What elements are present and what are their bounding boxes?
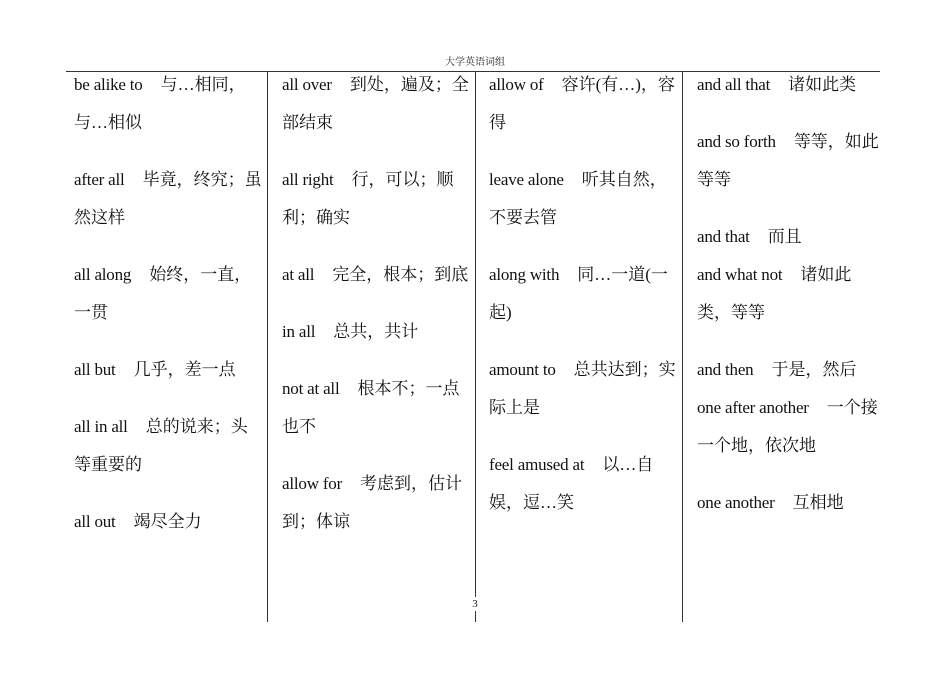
- vocab-term: in all: [282, 322, 316, 341]
- vocab-term: and what not: [697, 265, 783, 284]
- vocab-term: and that: [697, 227, 750, 246]
- vocab-term: and so forth: [697, 132, 776, 151]
- vocab-term: one another: [697, 493, 775, 512]
- vocab-entry: [282, 313, 470, 351]
- vocab-meaning: 与…相同，与…相似: [74, 75, 246, 132]
- page-header: 大学英语词组: [445, 57, 505, 68]
- vocab-entry: [282, 465, 470, 541]
- vocab-meaning: 总共，共计: [333, 322, 419, 341]
- vocab-entry: [74, 351, 262, 389]
- vocab-meaning: 考虑到，估计到；体谅: [282, 474, 463, 531]
- vocab-meaning: 根本不；一点也不: [282, 379, 460, 436]
- vocab-entry: [282, 370, 470, 446]
- vocab-entry: [489, 446, 677, 522]
- vocab-meaning: 毕竟，终究；虽然这样: [74, 170, 262, 227]
- vocab-entry: [74, 66, 262, 142]
- vocab-entry: [697, 351, 885, 389]
- vocab-meaning: 而且: [767, 227, 802, 246]
- vocab-meaning: 听其自然，不要去管: [489, 170, 667, 227]
- vocab-meaning: 诸如此类: [788, 75, 857, 94]
- vocab-entry: [697, 218, 885, 256]
- vocab-meaning: 以…自娱，逗…笑: [489, 455, 654, 512]
- column-divider-1: [267, 72, 268, 622]
- vocab-entry: [697, 484, 885, 522]
- vocab-term: after all: [74, 170, 125, 189]
- vocab-meaning: 容许(有…)，容得: [489, 75, 675, 132]
- vocab-entry: [489, 351, 677, 427]
- vocab-entry: [489, 66, 677, 142]
- vocab-term: all out: [74, 512, 116, 531]
- vocab-column-3: [489, 66, 677, 541]
- page-number: 3: [472, 598, 478, 610]
- vocab-term: and all that: [697, 75, 771, 94]
- vocab-meaning: 完全，根本；到底: [332, 265, 469, 284]
- vocab-term: at all: [282, 265, 315, 284]
- vocab-term: all over: [282, 75, 332, 94]
- vocab-term: all but: [74, 360, 116, 379]
- vocab-meaning: 同…一道(一起): [489, 265, 668, 322]
- vocab-term: all right: [282, 170, 334, 189]
- vocab-term: feel amused at: [489, 455, 585, 474]
- vocab-meaning: 诸如此类，等等: [697, 265, 852, 322]
- vocab-meaning: 等等，如此等等: [697, 132, 879, 189]
- vocab-entry: [697, 389, 885, 465]
- vocab-term: and then: [697, 360, 754, 379]
- column-divider-2-tail: [475, 611, 476, 622]
- vocab-meaning: 到处，遍及；全部结束: [282, 75, 469, 132]
- vocab-entry: [489, 161, 677, 237]
- vocab-term: one after another: [697, 398, 809, 417]
- vocab-meaning: 几乎，差一点: [133, 360, 236, 379]
- vocab-column-2: [282, 66, 470, 560]
- vocab-meaning: 总的说来；头等重要的: [74, 417, 248, 474]
- vocab-meaning: 行，可以；顺利；确实: [282, 170, 454, 227]
- vocab-entry: [74, 256, 262, 332]
- vocab-entry: [74, 161, 262, 237]
- vocab-meaning: 始终，一直，一贯: [74, 265, 252, 322]
- vocab-meaning: 总共达到；实际上是: [489, 360, 676, 417]
- vocab-entry: [282, 256, 470, 294]
- vocab-meaning: 一个接一个地，依次地: [697, 398, 878, 455]
- vocab-meaning: 于是，然后: [771, 360, 857, 379]
- vocab-entry: [282, 66, 470, 142]
- column-divider-3: [682, 72, 683, 622]
- vocab-entry: [697, 256, 885, 332]
- vocab-column-4: [697, 66, 885, 541]
- vocab-term: along with: [489, 265, 560, 284]
- vocab-entry: [697, 66, 885, 104]
- vocab-entry: [74, 503, 262, 541]
- vocab-column-1: [74, 66, 262, 560]
- vocab-term: all in all: [74, 417, 128, 436]
- vocab-term: leave alone: [489, 170, 564, 189]
- vocab-entry: [74, 408, 262, 484]
- vocab-term: not at all: [282, 379, 340, 398]
- vocab-term: allow for: [282, 474, 343, 493]
- vocab-meaning: 竭尽全力: [133, 512, 202, 531]
- vocab-entry: [282, 161, 470, 237]
- vocab-entry: [697, 123, 885, 199]
- vocab-meaning: 互相地: [792, 493, 844, 512]
- vocab-term: all along: [74, 265, 132, 284]
- column-divider-2: [475, 72, 476, 597]
- vocab-term: amount to: [489, 360, 556, 379]
- vocab-entry: [489, 256, 677, 332]
- vocab-term: be alike to: [74, 75, 143, 94]
- vocab-term: allow of: [489, 75, 544, 94]
